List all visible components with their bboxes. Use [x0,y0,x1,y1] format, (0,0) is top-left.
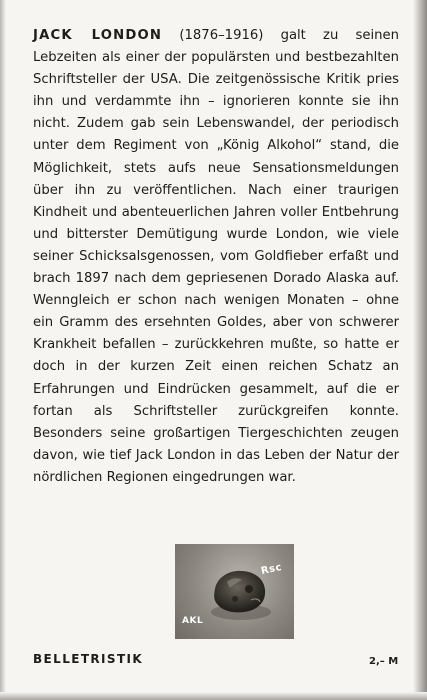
gold-nugget-photo [175,544,294,639]
back-cover-blurb [33,25,399,489]
photo-stamp-bottom: AKL [182,616,204,626]
author-name: JACK LONDON [33,28,163,43]
page-edge-left [0,0,6,700]
price-label: 2,– M [369,656,399,667]
blurb-text: (1876–1916) galt zu seinen Lebzeiten als einer der populärsten und bestbezahlten Schriftsteller der USA. Die zeitgenössische Kritik pries ihn und verdammte ihn – ignorieren konnte sie ihn nicht. Zudem gab sein Lebenswandel, der periodisch unter dem Regiment von „König Alkohol“ stand, die Möglichkeit, stets aufs neue Sensationsmeldungen über ihn zu veröffentlichen. Nach einer traurigen Kindheit und abenteuerlichen Jahren voller Entbehrung und bitterster Demütigung wurde London, wie viele seiner Schicksalsgenossen, vom Goldfieber erfaßt und brach 1897 nach dem gepriesenen Dorado Alaska auf. Wenngleich er schon nach wenigen Monaten – ohne ein Gramm des ersehnten Goldes, aber von schwerer Krankheit befallen – zurückkehren mußte, so hatte er doch in der kurzen Zeit einen reichen Schatz an Erfahrungen und Eindrücken gesammelt, auf die er fortan als Schriftsteller zurückgreifen konnte. Besonders seine großartigen Tiergeschichten zeugen davon, wie tief Jack London in das Leben der Natur der nördlichen Regionen eingedrungen war. [33,28,399,485]
photo-stamp-top: Rsc [260,561,284,578]
page-edge-bottom [0,692,427,700]
category-label: BELLETRISTIK [33,652,144,666]
page-edge-right [413,0,427,700]
